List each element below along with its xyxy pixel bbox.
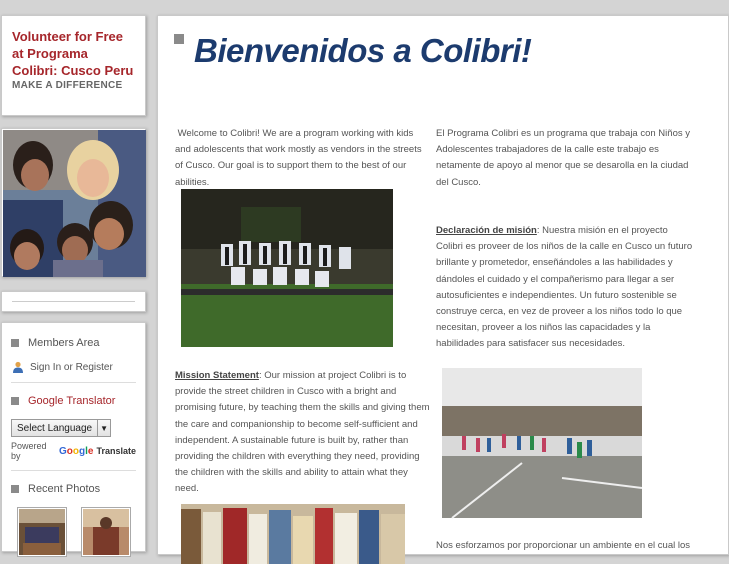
divider xyxy=(11,470,136,471)
site-title[interactable]: Volunteer for Free at Programa Colibri: Cusco Peru xyxy=(12,29,134,78)
user-icon xyxy=(12,361,24,373)
mission-paragraph xyxy=(175,368,430,498)
mision-paragraph xyxy=(436,223,696,353)
bullet-square-icon xyxy=(11,397,19,405)
language-select-value[interactable]: Select Language xyxy=(17,422,93,434)
powered-by-label: Powered by xyxy=(11,441,47,461)
mision-label: Declaración de misión xyxy=(436,225,537,236)
team-photo xyxy=(181,189,393,347)
main-content xyxy=(157,15,729,555)
bullet-square-icon xyxy=(11,339,19,347)
recent-photo-thumbnail[interactable] xyxy=(17,507,67,557)
google-translator-heading xyxy=(11,393,136,409)
bottom-paragraph: Nos esforzamos por proporcionar un ambiente en el cual los xyxy=(436,540,690,551)
intro-english xyxy=(175,126,430,191)
sign-in-link[interactable] xyxy=(12,361,136,373)
site-header-box xyxy=(1,15,146,116)
sidebar-widgets-box xyxy=(1,322,146,552)
divider xyxy=(11,382,136,383)
powered-by-google xyxy=(11,441,136,461)
google-translator-label: Google Translator xyxy=(28,395,116,407)
books-photo xyxy=(181,504,405,564)
members-area-heading xyxy=(11,335,136,351)
recent-photos-heading xyxy=(11,481,136,497)
recent-photos-list xyxy=(17,507,136,557)
bullet-square-icon xyxy=(174,34,184,44)
intro-spanish: El Programa Colibri es un programa que trabaja con Niños y Adolescentes trabajadores de la calle este trabajo es netamente de apoyo al menor que se desarolla en la ciudad del Cusco. xyxy=(436,128,690,188)
google-logo-icon: Google xyxy=(59,445,94,457)
sidebar-empty-box xyxy=(1,291,146,312)
members-area-label: Members Area xyxy=(28,337,100,349)
translate-label[interactable]: Translate xyxy=(96,446,136,456)
playground-photo xyxy=(442,368,642,518)
site-tagline: MAKE A DIFFERENCE xyxy=(12,80,123,91)
language-select[interactable] xyxy=(11,419,111,437)
mission-text: : Our mission at project Colibri is to provide the street children in Cusco with a bright and promising future, by teaching them the skills and giving them the care and companionship to become self-sufficient and independent. A sustainable future is built by, rather than providing the children with everything they need, providing the children with the skills and ability to attain what they need. xyxy=(175,370,430,495)
mission-label: Mission Statement xyxy=(175,370,259,381)
bullet-square-icon xyxy=(11,485,19,493)
mision-text: : Nuestra misión en el proyecto Colibri es proveer de los niños de la calle en Cusco un futuro brillante y prometedor, enseñándoles a las habilidades y dándoles el cuidado y el compañerismo para llegar a ser autosuficientes e independientes. Un futuro sostenible se construye cerca, en vez de proveer a los niños todo lo que necesitan, proveer a los niños las capacidades y la habilidades para satisfacer sus necesidades. xyxy=(436,225,693,350)
sidebar-photo-box xyxy=(1,128,146,277)
sign-in-label[interactable]: Sign In or Register xyxy=(30,361,113,373)
page-title: Bienvenidos a Colibri! xyxy=(194,32,532,69)
children-photo xyxy=(3,130,146,277)
chevron-down-icon[interactable]: ▼ xyxy=(97,420,110,436)
recent-photos-label: Recent Photos xyxy=(28,483,101,495)
divider xyxy=(12,301,135,302)
intro-english-text: Welcome to Colibri! We are a program working with kids and adolescents that work mostly as vendors in the streets of Cusco. Our goal is to support them to the best of our abilities. xyxy=(175,128,422,188)
recent-photo-thumbnail[interactable] xyxy=(81,507,131,557)
